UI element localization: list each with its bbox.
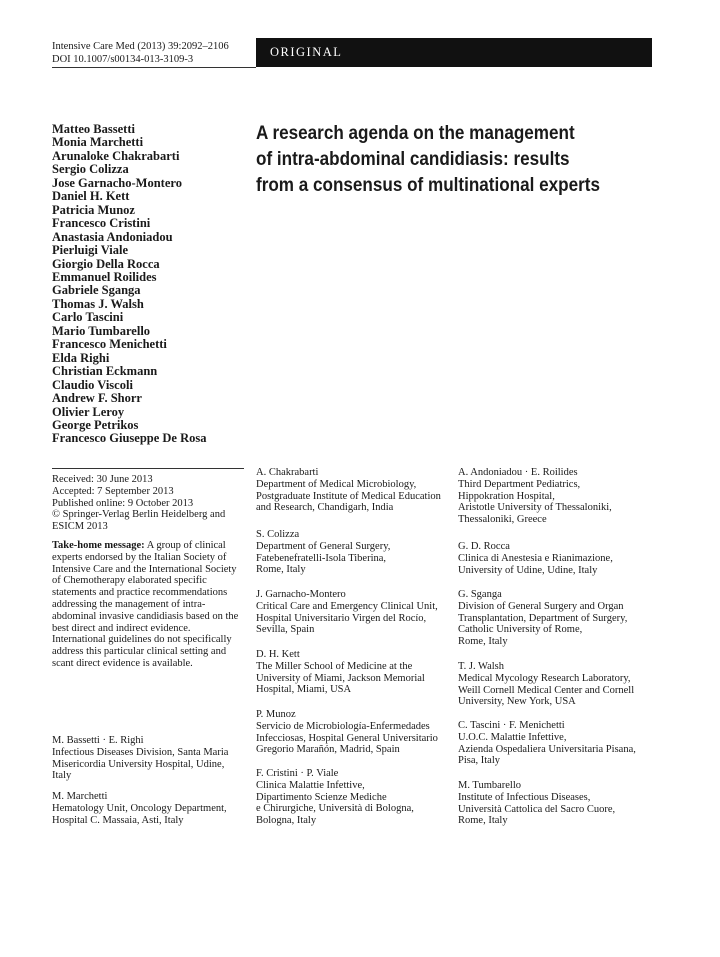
author-name: Patricia Munoz <box>52 202 135 217</box>
received-date: Received: 30 June 2013 <box>52 474 153 485</box>
affiliation-line: Rome, Italy <box>458 815 508 827</box>
author-name: Giorgio Della Rocca <box>52 256 160 271</box>
affiliation-line: Postgraduate Institute of Medical Education <box>256 490 441 502</box>
author-name: Anastasia Andoniadou <box>52 229 173 244</box>
doi: DOI 10.1007/s00134-013-3109-3 <box>52 54 194 65</box>
author-name: Francesco Menichetti <box>52 337 167 352</box>
section-badge: ORIGINAL <box>256 38 652 67</box>
affiliation-line: Department of General Surgery, <box>256 540 391 552</box>
take-home-line: addressing the management of intra- <box>52 598 206 610</box>
take-home-line: of Chemotherapy elaborated specific <box>52 575 207 587</box>
affiliation-line: Bologna, Italy <box>256 815 317 827</box>
affiliation-line: Department of Medical Microbiology, <box>256 478 417 490</box>
affiliation-block <box>52 791 248 826</box>
affiliation-block <box>458 589 658 648</box>
author-name: Andrew F. Shorr <box>52 391 142 406</box>
author-name: Emmanuel Roilides <box>52 269 157 284</box>
take-home-line: International guidelines do not specifically <box>52 634 232 646</box>
copyright-line: ESICM 2013 <box>52 521 108 533</box>
publication-history <box>52 474 225 533</box>
affiliation-names: P. Munoz <box>256 709 296 720</box>
author-name: Gabriele Sganga <box>52 283 141 298</box>
affiliation-line: Medical Mycology Research Laboratory, <box>458 672 631 684</box>
affiliation-line: Weill Cornell Medical Center and Cornell <box>458 684 635 696</box>
title-line: of intra-abdominal candidiasis: results <box>256 149 570 170</box>
affiliation-line: e Chirurgiche, Università di Bologna, <box>256 803 414 815</box>
affiliation-line: University of Udine, Udine, Italy <box>458 564 598 576</box>
take-home-line: Intensive Care and the International Society <box>52 563 237 575</box>
affiliation-names: M. Bassetti · E. Righi <box>52 735 144 746</box>
affiliation-names: G. D. Rocca <box>458 541 510 552</box>
author-name: George Petrikos <box>52 417 139 432</box>
affiliation-names: C. Tascini · F. Menichetti <box>458 720 565 731</box>
author-name: Jose Garnacho-Montero <box>52 175 182 190</box>
author-name: Mario Tumbarello <box>52 323 151 338</box>
affiliation-line: Critical Care and Emergency Clinical Unit, <box>256 600 438 612</box>
affiliation-line: Rome, Italy <box>256 564 306 576</box>
author-name: Pierluigi Viale <box>52 243 129 258</box>
affiliation-block <box>458 541 658 576</box>
take-home-label: Take-home message: <box>52 540 145 551</box>
affiliation-line: Rome, Italy <box>458 636 508 648</box>
published-date: Published online: 9 October 2013 <box>52 497 194 509</box>
affiliation-names: M. Tumbarello <box>458 780 522 791</box>
affiliation-names: J. Garnacho-Montero <box>256 589 346 600</box>
title-line: from a consensus of multinational experts <box>256 175 600 196</box>
author-name: Claudio Viscoli <box>52 377 133 392</box>
take-home-text: A group of clinical <box>144 540 226 551</box>
affiliation-line: Fatebenefratelli-Isola Tiberina, <box>256 552 387 564</box>
affiliation-line: Hospital Universitario Virgen del Rocío, <box>256 612 427 624</box>
take-home-line: address this particular clinical setting and <box>52 646 227 658</box>
affiliation-line: Catholic University of Rome, <box>458 624 583 636</box>
affiliation-line: Dipartimento Scienze Mediche <box>256 791 387 803</box>
affiliation-line: Hospital, Miami, USA <box>256 684 352 696</box>
accepted-date: Accepted: 7 September 2013 <box>52 485 174 497</box>
affiliation-line: and Research, Chandigarh, India <box>256 502 394 514</box>
affiliation-line: Third Department Pediatrics, <box>458 478 581 490</box>
affiliation-line: Pisa, Italy <box>458 755 500 767</box>
affiliation-block <box>256 768 456 827</box>
author-name: Olivier Leroy <box>52 404 125 419</box>
affiliation-block <box>256 529 456 576</box>
affiliation-line: Azienda Ospedaliera Universitaria Pisana, <box>458 743 636 755</box>
affiliation-line: The Miller School of Medicine at the <box>256 660 413 672</box>
affiliation-line: Sevilla, Spain <box>256 624 315 636</box>
author-name: Matteo Bassetti <box>52 122 135 136</box>
copyright-line: © Springer-Verlag Berlin Heidelberg and <box>52 509 226 521</box>
affiliation-line: Gregorio Marañón, Madrid, Spain <box>256 744 400 756</box>
history-divider <box>52 468 244 469</box>
affiliation-names: F. Cristini · P. Viale <box>256 768 339 779</box>
author-name: Carlo Tascini <box>52 310 124 325</box>
author-name: Sergio Colizza <box>52 162 129 177</box>
affiliation-line: Infecciosas, Hospital General Universitario <box>256 732 438 744</box>
affiliation-line: University, New York, USA <box>458 696 576 708</box>
affiliation-line: Misericordia University Hospital, Udine, <box>52 758 225 770</box>
affiliation-block <box>256 467 456 514</box>
take-home-line: scant direct evidence is available. <box>52 657 193 669</box>
journal-header <box>52 40 229 66</box>
affiliation-block <box>256 709 456 756</box>
journal-citation: Intensive Care Med (2013) 39:2092–2106 <box>52 41 229 52</box>
author-name: Monia Marchetti <box>52 135 144 150</box>
take-home-line: best direct and indirect evidence. <box>52 622 191 634</box>
title-line: A research agenda on the management <box>256 123 575 144</box>
affiliation-block <box>52 735 248 782</box>
affiliation-names: T. J. Walsh <box>458 661 505 672</box>
affiliation-block <box>458 467 658 526</box>
take-home-message <box>52 540 248 670</box>
article-title <box>256 121 616 199</box>
affiliation-line: Clinica di Anestesia e Rianimazione, <box>458 552 613 564</box>
affiliation-names: G. Sganga <box>458 589 502 600</box>
affiliation-line: Infectious Diseases Division, Santa Maria <box>52 746 229 758</box>
affiliation-block <box>256 649 456 696</box>
affiliation-names: A. Chakrabarti <box>256 467 319 478</box>
author-list <box>52 123 207 446</box>
author-name: Francesco Cristini <box>52 216 151 231</box>
author-name: Thomas J. Walsh <box>52 296 144 311</box>
affiliation-names: D. H. Kett <box>256 649 300 660</box>
affiliation-block <box>458 780 658 827</box>
take-home-line: abdominal invasive candidiasis based on the <box>52 610 239 622</box>
author-name: Daniel H. Kett <box>52 189 130 204</box>
affiliation-names: S. Colizza <box>256 529 300 540</box>
author-name: Francesco Giuseppe De Rosa <box>52 431 207 446</box>
affiliation-line: Hippokration Hospital, <box>458 490 555 502</box>
affiliation-names: A. Andoniadou · E. Roilides <box>458 467 578 478</box>
author-name: Elda Righi <box>52 350 110 365</box>
affiliation-line: Thessaloniki, Greece <box>458 514 547 526</box>
affiliation-line: Clinica Malattie Infettive, <box>256 779 365 791</box>
affiliation-line: Aristotle University of Thessaloniki, <box>458 502 612 514</box>
affiliation-line: U.O.C. Malattie Infettive, <box>458 731 567 743</box>
affiliation-line: University of Miami, Jackson Memorial <box>256 672 425 684</box>
affiliation-names: M. Marchetti <box>52 791 108 802</box>
take-home-line: experts endorsed by the Italian Society of <box>52 551 227 563</box>
affiliation-line: Servicio de Microbiología-Enfermedades <box>256 720 430 732</box>
take-home-line: statements and practice recommendations <box>52 587 228 599</box>
affiliation-line: Università Cattolica del Sacro Cuore, <box>458 803 616 815</box>
affiliation-line: Hematology Unit, Oncology Department, <box>52 802 227 814</box>
author-name: Christian Eckmann <box>52 364 158 379</box>
affiliation-line: Division of General Surgery and Organ <box>458 600 624 612</box>
affiliation-line: Institute of Infectious Diseases, <box>458 791 591 803</box>
affiliation-block <box>256 589 456 636</box>
affiliation-line: Transplantation, Department of Surgery, <box>458 612 628 624</box>
affiliation-line: Italy <box>52 770 72 782</box>
affiliation-line: Hospital C. Massaia, Asti, Italy <box>52 814 184 826</box>
author-name: Arunaloke Chakrabarti <box>52 148 180 163</box>
affiliation-block <box>458 720 658 767</box>
affiliation-block <box>458 661 658 708</box>
header-divider <box>52 67 256 68</box>
